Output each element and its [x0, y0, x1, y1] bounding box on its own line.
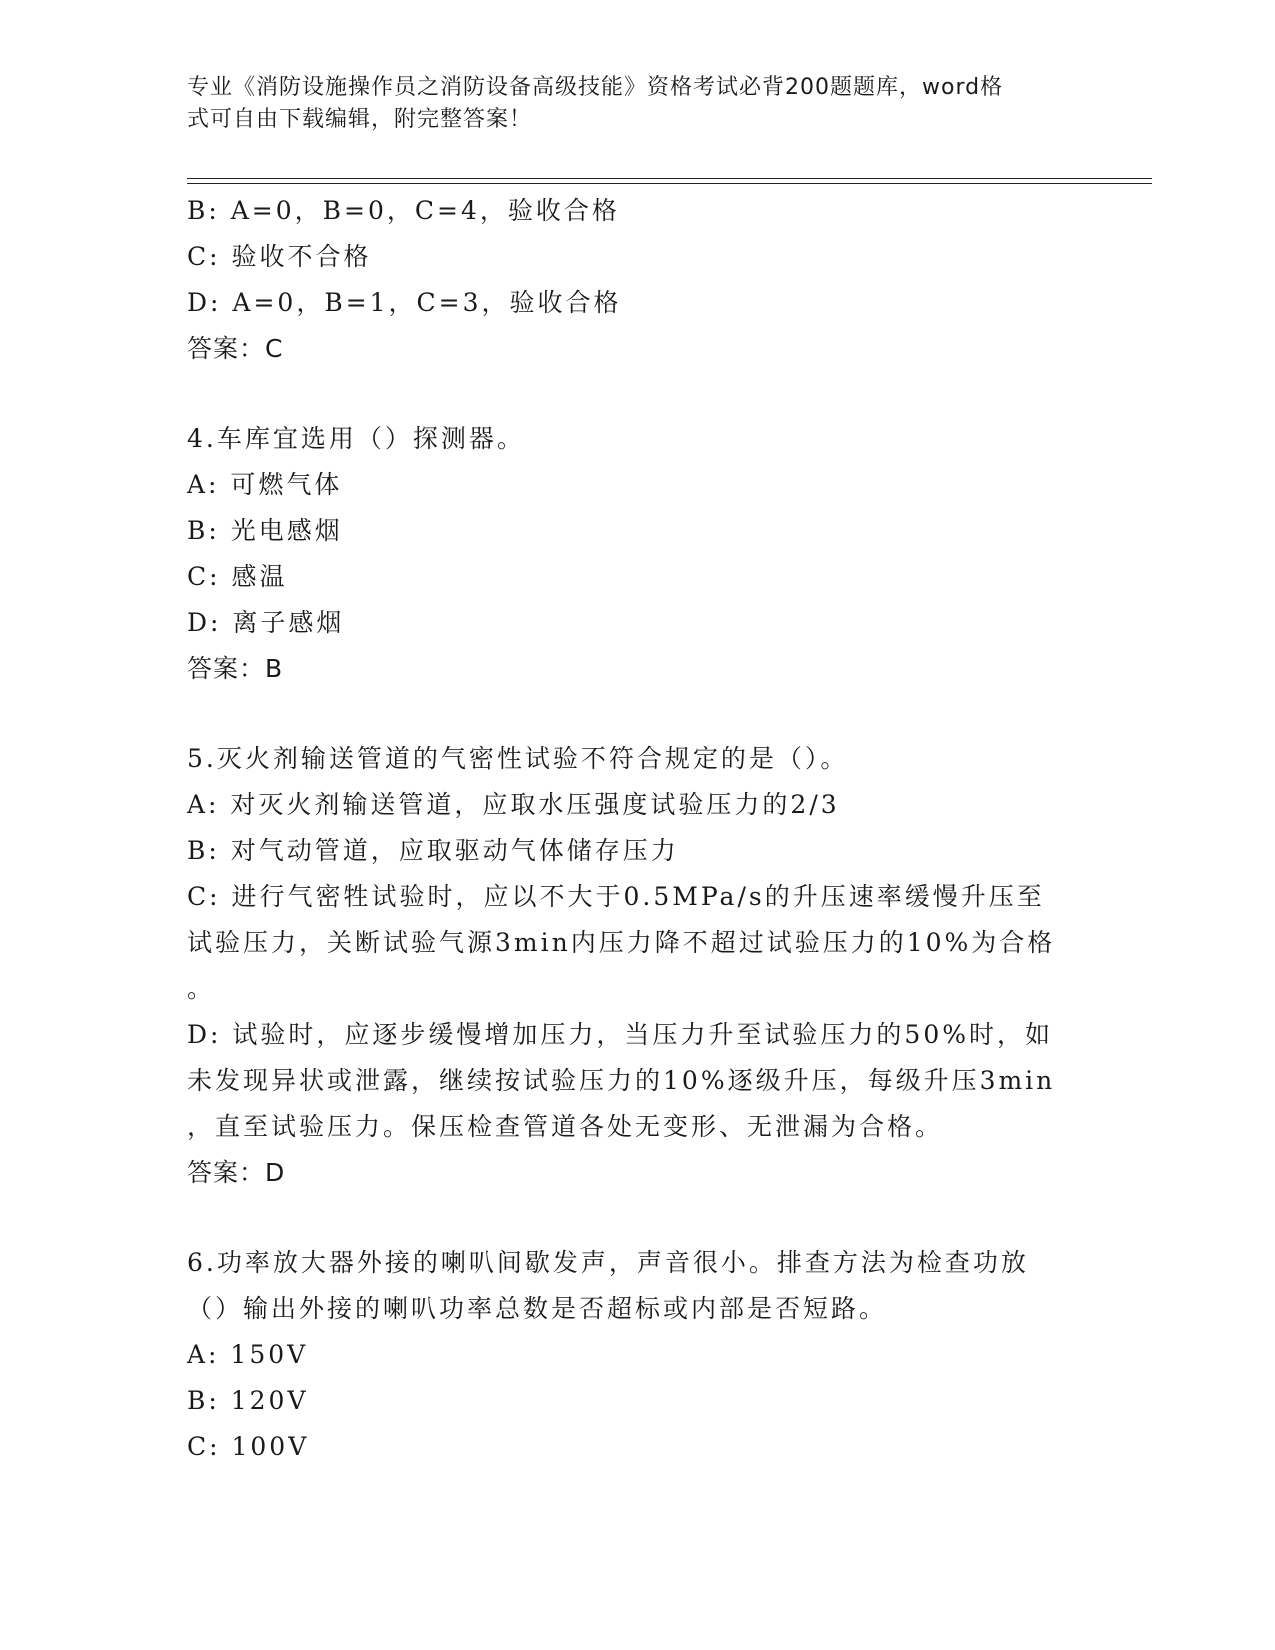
q3-answer: 答案：C	[187, 334, 284, 363]
q6-option-b: B: 120V	[187, 1386, 309, 1415]
header-rule-top	[187, 178, 1152, 179]
q5-answer: 答案：D	[187, 1158, 286, 1187]
q6-question-line-1: 6.功率放大器外接的喇叭间歇发声，声音很小。排查方法为检查功放	[187, 1248, 1029, 1277]
spacer	[187, 692, 1067, 736]
q3-option-c: C: 验收不合格	[187, 242, 372, 271]
header-line-1: 专业《消防设施操作员之消防设备高级技能》资格考试必背200题题库，word格	[187, 75, 1004, 100]
q5-option-c-line-3: 。	[187, 974, 216, 1003]
spacer	[187, 372, 1067, 416]
q4-option-c: C: 感温	[187, 562, 288, 591]
spacer	[187, 1196, 1067, 1240]
question-3	[187, 188, 1067, 372]
question-4	[187, 416, 1067, 692]
q4-answer: 答案：B	[187, 654, 284, 683]
q4-question: 4.车库宜选用（）探测器。	[187, 424, 525, 453]
q3-option-b: B: A=0，B=0，C=4，验收合格	[187, 196, 620, 225]
q5-question: 5.灭火剂输送管道的气密性试验不符合规定的是（）。	[187, 744, 849, 773]
document-header	[187, 72, 1067, 136]
header-line-2: 式可自由下载编辑，附完整答案！	[187, 107, 533, 132]
q5-option-b: B: 对气动管道，应取驱动气体储存压力	[187, 836, 679, 865]
q3-option-d: D: A=0，B=1，C=3，验收合格	[187, 288, 622, 317]
q6-question-line-2: （）输出外接的喇叭功率总数是否超标或内部是否短路。	[187, 1294, 888, 1323]
q4-option-b: B: 光电感烟	[187, 516, 343, 545]
q5-option-d-line-2: 未发现异状或泄露，继续按试验压力的10%逐级升压，每级升压3min	[187, 1066, 1056, 1095]
question-5	[187, 736, 1067, 1196]
q5-option-a: A: 对灭火剂输送管道，应取水压强度试验压力的2/3	[187, 790, 840, 819]
q5-option-d-line-3: ，直至试验压力。保压检查管道各处无变形、无泄漏为合格。	[187, 1112, 944, 1141]
q5-option-c-line-1: C: 进行气密牲试验时，应以不大于0.5MPa/s的升压速率缓慢升压至	[187, 882, 1045, 911]
q6-option-a: A: 150V	[187, 1340, 309, 1369]
question-6	[187, 1240, 1067, 1470]
header-rule-bottom	[187, 183, 1152, 184]
q5-option-d-line-1: D: 试验时，应逐步缓慢增加压力，当压力升至试验压力的50%时，如	[187, 1020, 1053, 1049]
q4-option-d: D: 离子感烟	[187, 608, 345, 637]
q4-option-a: A: 可燃气体	[187, 470, 343, 499]
document-body	[187, 188, 1067, 1470]
q6-option-c: C: 100V	[187, 1432, 310, 1461]
q5-option-c-line-2: 试验压力，关断试验气源3min内压力降不超过试验压力的10%为合格	[187, 928, 1056, 957]
